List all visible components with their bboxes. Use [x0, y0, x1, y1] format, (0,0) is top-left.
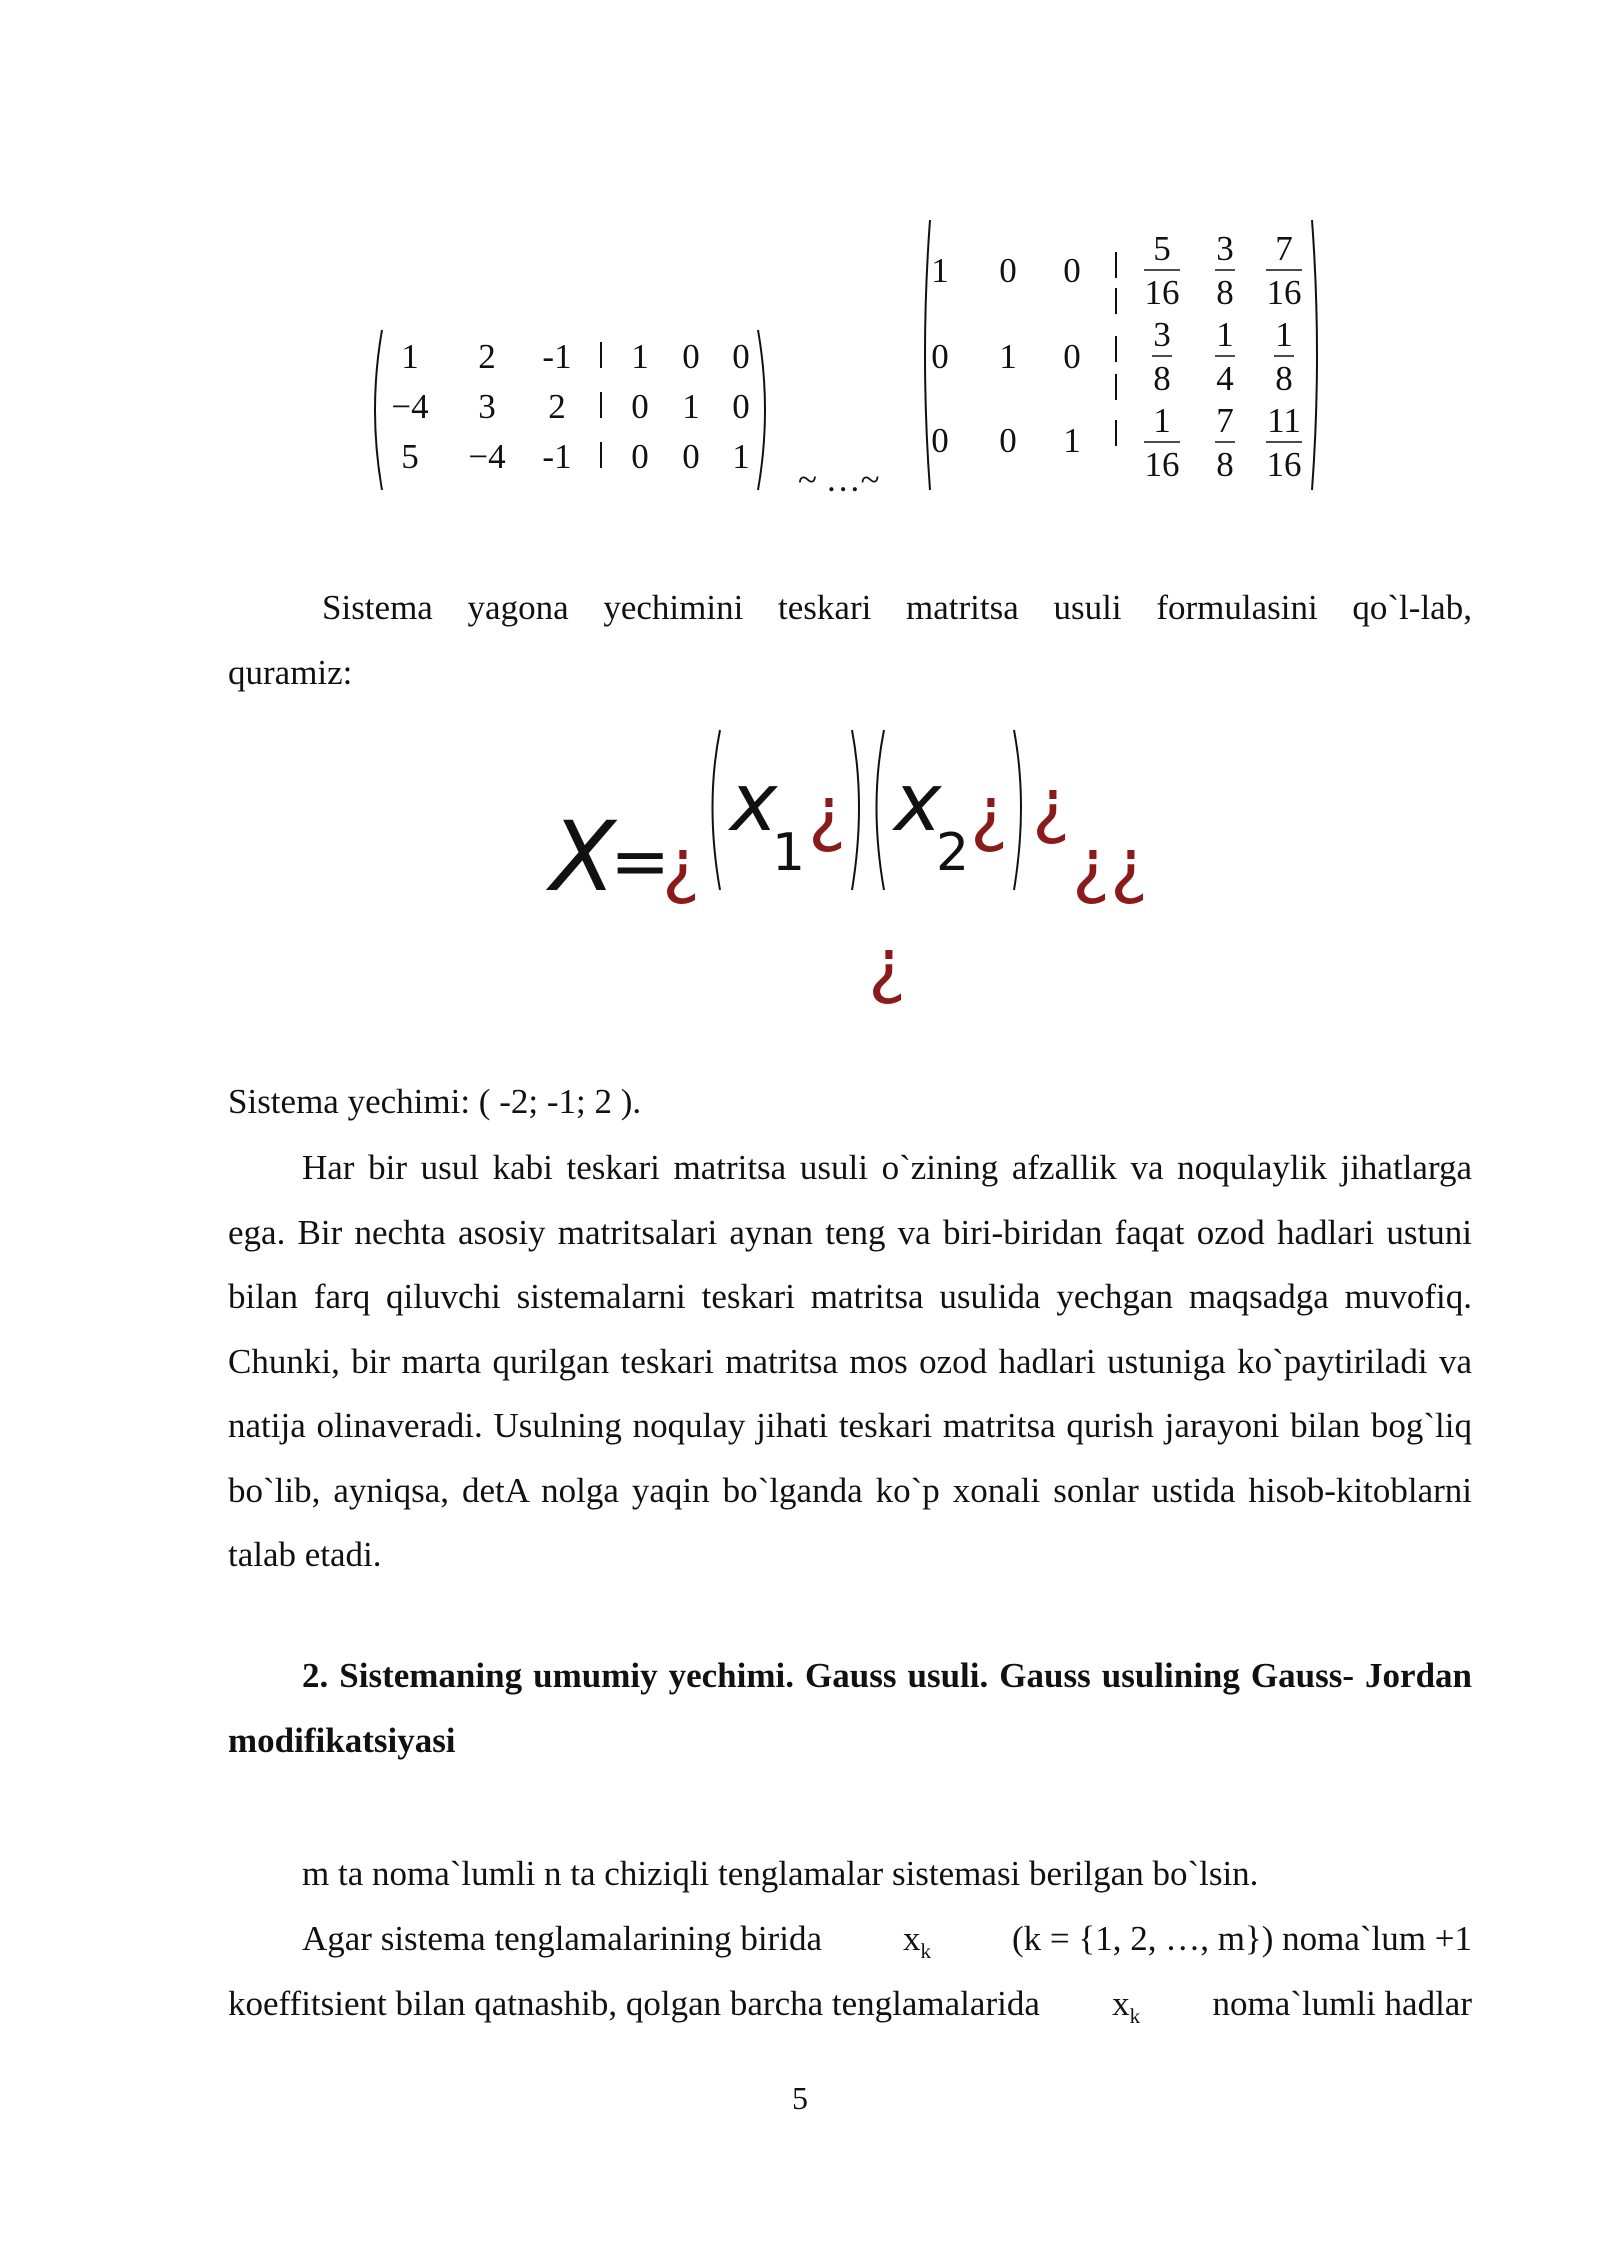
heading-line2: Jordan modifikatsiyasi [228, 1656, 1473, 1760]
word: formulasini [1156, 588, 1318, 627]
matrix-cell: 2 [548, 387, 566, 426]
inverted-question-glyph: ¿ [1110, 823, 1149, 907]
matrix-cell: 0 [1063, 251, 1081, 290]
fraction-numerator: 5 [1153, 229, 1171, 268]
variable-xk: $x_k$ [1112, 1984, 1141, 2028]
matrix-cell: 5 [401, 437, 419, 476]
right-paren [758, 330, 765, 490]
solution-formula [540, 720, 1180, 1010]
fraction-numerator: 3 [1153, 315, 1171, 354]
matrix-cell: −4 [391, 387, 429, 426]
formula-sub2: 2 [936, 823, 970, 883]
matrix-cell: 0 [732, 337, 750, 376]
matrix-cell: 3 [478, 387, 496, 426]
left-paren [925, 220, 930, 490]
matrix-cell: 0 [682, 437, 700, 476]
fraction-numerator: 7 [1216, 401, 1234, 440]
fraction-numerator: 1 [1153, 401, 1171, 440]
paragraph-text: Har bir usul kabi teskari matritsa usuli o`zining afzallik va noqulaylik jihatlarga ega. Bir nechta asosiy matritsalari aynan teng va biri-biridan faqat ozod hadlari ustuni bilan farq qiluvchi sistemalarni teskari matritsa usulida yechgan maqsadga muvofiq. Chunki, bir marta qurilgan teskari matritsa mos ozod hadlari ustuniga ko`paytiriladi va natija olinaveradi. Usulning noqulay jihati teskari matritsa qurish jarayoni bilan bog`liq bo`lib, ayniqsa, detA nolga yaqin bo`lganda ko`p xonali sonlar ustida hisob-kitoblarni talab etadi. [228, 1148, 1472, 1574]
matrix-cell: 1 [732, 437, 750, 476]
text-span: (k = {1, 2, …, m}) noma`lum +1 [1012, 1919, 1472, 1958]
matrix-cell: 0 [1063, 337, 1081, 376]
fraction-numerator: 1 [1275, 315, 1293, 354]
fraction-numerator: 11 [1267, 401, 1301, 440]
fraction-denominator: 4 [1216, 359, 1234, 398]
inverted-question-glyph: ¿ [1072, 823, 1111, 907]
matrix-cell: 1 [1063, 421, 1081, 460]
formula-equals: = [610, 819, 671, 903]
right-paren [1014, 730, 1021, 890]
inverted-question-glyph: ¿ [868, 923, 907, 1007]
matrix-cell: 2 [478, 337, 496, 376]
matrix-cell: 0 [999, 421, 1017, 460]
right-paren [1312, 220, 1317, 490]
formula-sub1: 1 [772, 823, 806, 883]
inverse-matrix [922, 216, 1322, 494]
matrix-cell: −4 [468, 437, 506, 476]
text-span: noma`lumli hadlar [1212, 1984, 1472, 2023]
word: matritsa [906, 588, 1019, 627]
paragraph-inverse-matrix-pros-cons [228, 1136, 1472, 1588]
paragraph-line [228, 1984, 1472, 2029]
word: yechimini [603, 588, 744, 627]
solution-text: Sistema yechimi: ( -2; -1; 2 ). [228, 1082, 642, 1121]
inverted-question-glyph: ¿ [1032, 763, 1071, 847]
matrix-cell: 1 [999, 337, 1017, 376]
paragraph-line [322, 588, 1472, 628]
left-paren [877, 730, 885, 890]
fraction-numerator: 1 [1216, 315, 1234, 354]
text-span: koeffitsient bilan qatnashib, qolgan barcha tenglamalarida [228, 1984, 1040, 2023]
word: Sistema [322, 588, 433, 627]
matrix-cell: 1 [631, 337, 649, 376]
matrix-cell: 0 [631, 387, 649, 426]
paragraph-line [302, 1919, 1472, 1964]
left-paren [375, 330, 382, 490]
text-span: Agar sistema tenglamalarining birida [302, 1919, 822, 1958]
word: usuli [1053, 588, 1122, 627]
matrix-cell: 0 [931, 421, 949, 460]
fraction-denominator: 16 [1266, 445, 1302, 484]
matrix-cell: 0 [631, 437, 649, 476]
fraction-numerator: 7 [1275, 229, 1293, 268]
word: teskari [778, 588, 872, 627]
augmented-matrix [370, 326, 770, 494]
matrix-cell: 0 [682, 337, 700, 376]
formula-x1: x [730, 756, 778, 849]
matrix-cell: 0 [931, 337, 949, 376]
fraction-numerator: 3 [1216, 229, 1234, 268]
fraction-denominator: 8 [1153, 359, 1171, 398]
matrix-cell: 0 [999, 251, 1017, 290]
left-paren [713, 730, 721, 890]
matrix-cell: 1 [682, 387, 700, 426]
formula-x2: x [894, 756, 942, 849]
fraction-denominator: 8 [1216, 445, 1234, 484]
heading-line1: 2. Sistemaning umumiy yechimi. Gauss usuli. Gauss usulining Gauss- [302, 1656, 1355, 1695]
matrix-cell: -1 [542, 437, 572, 476]
matrix-cell: -1 [542, 337, 572, 376]
equivalence-tilde: ~ …~ [798, 460, 880, 499]
matrix-cell: 0 [732, 387, 750, 426]
inverted-question-glyph: ¿ [970, 771, 1009, 855]
right-paren [852, 730, 859, 890]
section-heading [228, 1644, 1472, 1773]
fraction-denominator: 16 [1266, 273, 1302, 312]
matrix-cell: 1 [931, 251, 949, 290]
matrix-cell: 1 [401, 337, 419, 376]
inverted-question-glyph: ¿ [808, 771, 847, 855]
formula-X: X [550, 801, 616, 913]
paragraph-line: m ta noma`lumli n ta chiziqli tenglamalar sistemasi berilgan bo`lsin. [302, 1854, 1259, 1893]
page-number: 5 [792, 2080, 808, 2116]
variable-xk: $x_k$ [903, 1919, 931, 1963]
word: qo`l-lab, [1352, 588, 1472, 627]
paragraph-line: quramiz: [228, 653, 353, 692]
fraction-denominator: 8 [1275, 359, 1293, 398]
word: yagona [467, 588, 569, 627]
inverted-question-glyph: ¿ [662, 823, 701, 907]
fraction-denominator: 8 [1216, 273, 1234, 312]
fraction-denominator: 16 [1144, 445, 1180, 484]
fraction-denominator: 16 [1144, 273, 1180, 312]
